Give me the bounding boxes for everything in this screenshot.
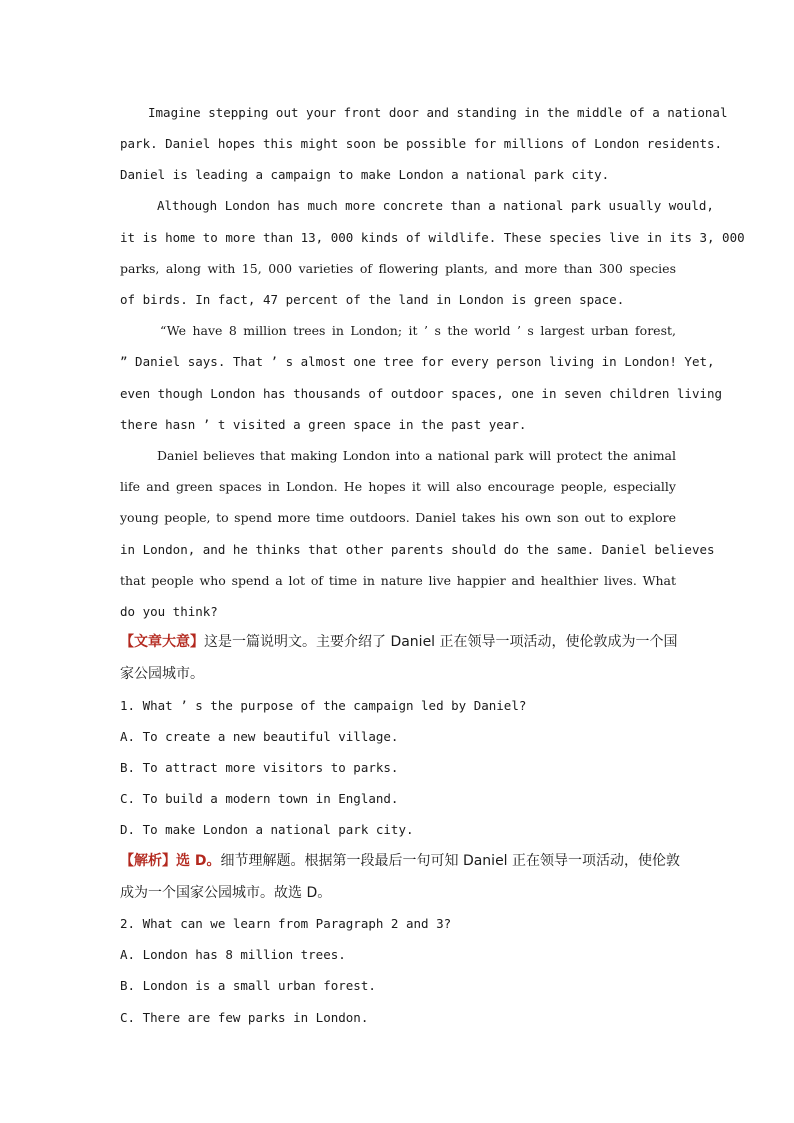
summary-line-1 bbox=[120, 633, 676, 651]
question-1-option-b: B. To attract more visitors to parks. bbox=[120, 760, 399, 775]
passage-p4-line-5: that people who spend a lot of time in nature live happier and healthier lives. What bbox=[120, 573, 676, 588]
question-1-stem: 1. What ’ s the purpose of the campaign led by Daniel? bbox=[120, 698, 527, 713]
passage-p1-line-1: Imagine stepping out your front door and standing in the middle of a national bbox=[148, 105, 728, 120]
question-1-option-a: A. To create a new beautiful village. bbox=[120, 729, 399, 744]
analysis-text-1: 细节理解题。根据第一段最后一句可知 Daniel 正在领导一项活动，使伦敦 bbox=[220, 853, 681, 869]
analysis-tag: 【解析】 bbox=[120, 853, 176, 869]
passage-p4-line-6: do you think? bbox=[120, 604, 218, 619]
passage-p3-line-3: even though London has thousands of outdoor spaces, one in seven children living bbox=[120, 386, 723, 401]
analysis-line-2: 成为一个国家公园城市。故选 D。 bbox=[120, 885, 332, 901]
question-1-option-d: D. To make London a national park city. bbox=[120, 822, 414, 837]
question-2-option-b: B. London is a small urban forest. bbox=[120, 978, 376, 993]
summary-tag: 【文章大意】 bbox=[120, 634, 204, 650]
passage-p4-line-3: young people, to spend more time outdoors. Daniel takes his own son out to explore bbox=[120, 510, 676, 525]
passage-p2-line-4: of birds. In fact, 47 percent of the land in London is green space. bbox=[120, 292, 625, 307]
passage-p1-line-2: park. Daniel hopes this might soon be possible for millions of London residents. bbox=[120, 136, 723, 151]
question-2-option-a: A. London has 8 million trees. bbox=[120, 947, 346, 962]
analysis-line-1 bbox=[120, 852, 681, 870]
summary-line-2: 家公园城市。 bbox=[120, 666, 204, 682]
answer-tag: 选 D。 bbox=[176, 853, 221, 869]
passage-p2-line-3: parks, along with 15, 000 varieties of flowering plants, and more than 300 species bbox=[120, 261, 676, 276]
passage-p2-line-2: it is home to more than 13, 000 kinds of wildlife. These species live in its 3, 000 bbox=[120, 230, 745, 245]
passage-p2-line-1: Although London has much more concrete than a national park usually would, bbox=[157, 198, 714, 213]
passage-p4-line-2: life and green spaces in London. He hopes it will also encourage people, especially bbox=[120, 479, 676, 494]
passage-p3-line-4: there hasn ’ t visited a green space in the past year. bbox=[120, 417, 527, 432]
question-1-option-c: C. To build a modern town in England. bbox=[120, 791, 399, 806]
passage-p4-line-1: Daniel believes that making London into a national park will protect the animal bbox=[157, 448, 676, 463]
passage-p3-line-1: “We have 8 million trees in London; it ’ s the world ’ s largest urban forest, bbox=[160, 323, 676, 338]
passage-p1-line-3: Daniel is leading a campaign to make London a national park city. bbox=[120, 167, 610, 182]
summary-text-1: 这是一篇说明文。主要介绍了 Daniel 正在领导一项活动，使伦敦成为一个国 bbox=[204, 634, 678, 650]
passage-p4-line-4: in London, and he thinks that other parents should do the same. Daniel believes bbox=[120, 542, 715, 557]
question-2-option-c: C. There are few parks in London. bbox=[120, 1010, 369, 1025]
passage-p3-line-2: ” Daniel says. That ’ s almost one tree for every person living in London! Yet, bbox=[120, 354, 715, 369]
question-2-stem: 2. What can we learn from Paragraph 2 and 3? bbox=[120, 916, 452, 931]
